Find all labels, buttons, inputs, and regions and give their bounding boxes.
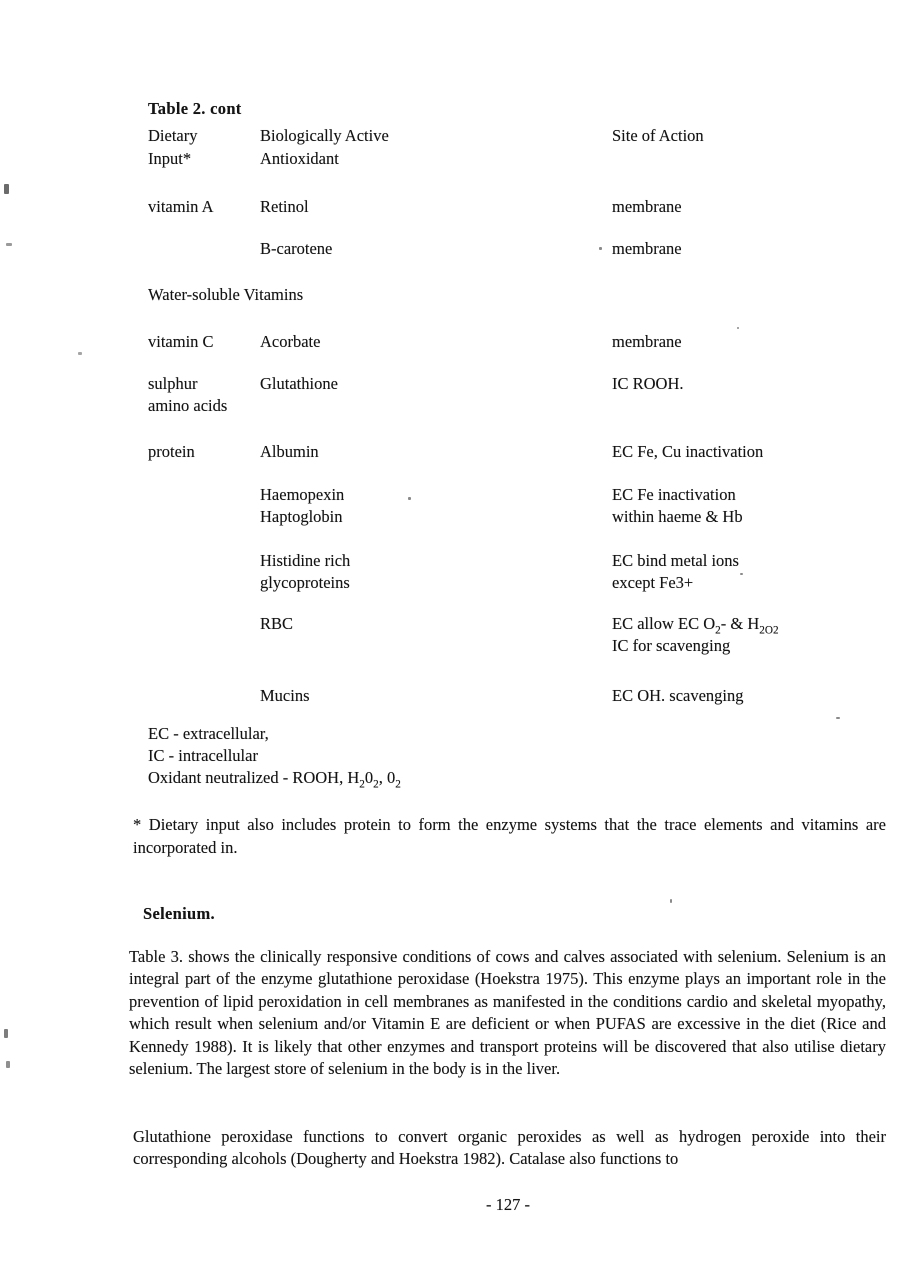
table-section-water-soluble-vitamins: Water-soluble Vitamins	[148, 285, 304, 304]
scan-speck	[4, 184, 9, 194]
table-row-sulphur-amino-acids	[148, 373, 888, 417]
cell-site	[612, 484, 888, 528]
antioxidant-table	[148, 97, 888, 707]
selenium-paragraph-1: Table 3. shows the clinically responsive conditions of cows and calves associated with selenium. Selenium is an integral part of the enzyme glutathione peroxidase (Hoekstra 1975). This enzyme plays an important role in the prevention of lipid peroxidation in cell membranes as manifested in the conditions cardio and skeletal myopathy, which result when selenium and/or Vitamin E are deficient or when PUFAS are excessive in the diet (Rice and Kennedy 1988). It is likely that other enzymes and transport proteins will be discovered that also utilise dietary selenium. The largest store of selenium in the body is in the liver.	[129, 947, 886, 1079]
table-row-vitamin-c	[148, 331, 888, 353]
table-row-rbc	[148, 613, 888, 657]
cell-line: Histidine rich	[260, 551, 351, 570]
cell-antioxidant	[260, 484, 612, 528]
cell-line: glycoproteins	[260, 573, 350, 592]
selenium-heading: Selenium.	[143, 904, 215, 923]
footnote-ic: IC - intracellular	[148, 746, 258, 765]
table-row-vitamin-a	[148, 196, 888, 218]
scan-speck	[670, 899, 672, 903]
asterisk-note: * Dietary input also includes protein to form the enzyme systems that the trace elements and vitamins are incorporated in.	[133, 815, 886, 857]
cell-dietary-input: vitamin A	[148, 197, 214, 216]
cell-antioxidant: Glutathione	[260, 374, 338, 393]
cell-antioxidant: RBC	[260, 614, 294, 633]
table-header-row	[148, 124, 888, 170]
cell-site: EC Fe, Cu inactivation	[612, 442, 764, 461]
scan-speck	[4, 1029, 8, 1038]
page-number: - 127 -	[486, 1195, 530, 1214]
table-row-histidine-glycoproteins	[148, 550, 888, 594]
cell-line: EC Fe inactivation	[612, 485, 736, 504]
scan-speck	[836, 717, 840, 719]
cell-antioxidant: Mucins	[260, 686, 310, 705]
cell-dietary-input: protein	[148, 442, 195, 461]
scan-speck	[78, 352, 82, 355]
table-row-b-carotene	[148, 238, 888, 260]
footnote-oxidant: Oxidant neutralized - ROOH, $H_20_2$, $0_2$	[148, 768, 401, 791]
header-antioxidant	[260, 124, 612, 170]
cell-antioxidant: B-carotene	[260, 239, 333, 258]
cell-antioxidant: Acorbate	[260, 332, 321, 351]
cell-line: EC bind metal ions	[612, 551, 739, 570]
cell-line: within haeme & Hb	[612, 507, 743, 526]
cell-line: IC for scavenging	[612, 636, 731, 655]
cell-site	[612, 613, 888, 657]
cell-line: Haemopexin	[260, 485, 345, 504]
table-footnotes	[148, 723, 848, 789]
table-row-haemopexin-haptoglobin	[148, 484, 888, 528]
cell-antioxidant: Albumin	[260, 442, 319, 461]
header-dietary-line2: Input*	[148, 149, 192, 168]
cell-site: EC OH. scavenging	[612, 686, 744, 705]
header-antioxidant-line2: Antioxidant	[260, 149, 339, 168]
table-row-protein-albumin	[148, 441, 888, 463]
selenium-paragraph-2: Glutathione peroxidase functions to convert organic peroxides as well as hydrogen peroxide into their corresponding alcohols (Dougherty and Hoekstra 1982). Catalase also functions to	[133, 1127, 886, 1169]
cell-site: membrane	[612, 197, 682, 216]
cell-line: amino acids	[148, 396, 228, 415]
header-antioxidant-line1: Biologically Active	[260, 126, 389, 145]
table-row-mucins	[148, 685, 888, 707]
table-title: Table 2. cont	[148, 99, 242, 118]
cell-line: sulphur	[148, 374, 198, 393]
header-dietary-input	[148, 124, 260, 170]
scan-speck	[6, 1061, 10, 1068]
cell-site	[612, 550, 888, 594]
cell-line-chemical: EC allow EC $O_2-$ & $H_{2O2}$	[612, 614, 779, 637]
cell-dietary-input: vitamin C	[148, 332, 214, 351]
header-dietary-line1: Dietary	[148, 126, 198, 145]
cell-antioxidant	[260, 550, 612, 594]
cell-line: Haptoglobin	[260, 507, 343, 526]
cell-site: membrane	[612, 239, 682, 258]
header-site-of-action: Site of Action	[612, 126, 704, 145]
cell-antioxidant: Retinol	[260, 197, 309, 216]
footnote-ec: EC - extracellular,	[148, 724, 269, 743]
cell-line: except Fe3+	[612, 573, 694, 592]
cell-site: IC ROOH.	[612, 374, 684, 393]
scan-speck	[6, 243, 12, 246]
cell-site: membrane	[612, 332, 682, 351]
cell-dietary-input	[148, 373, 260, 417]
